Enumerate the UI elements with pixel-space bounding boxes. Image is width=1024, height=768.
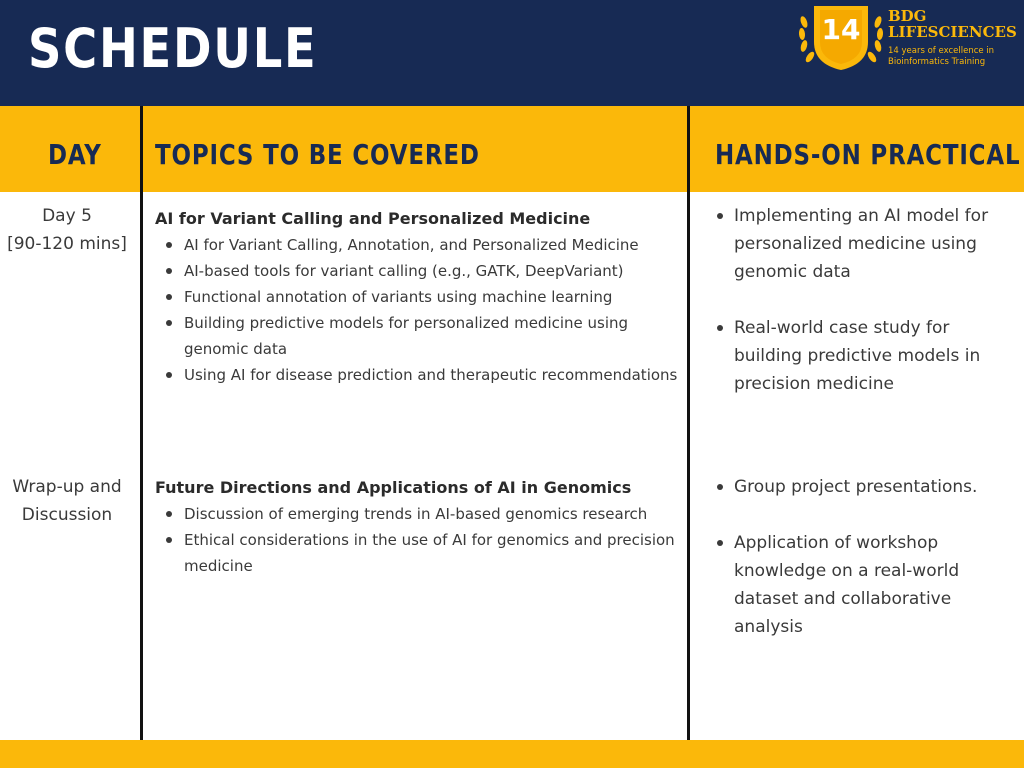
day-label-continued: Discussion [21, 505, 113, 525]
practical-item: Group project presentations. [715, 473, 1015, 501]
topic-item: Using AI for disease prediction and therapeutic recommendations [155, 362, 680, 388]
practical-item: Application of workshop knowledge on a real-world dataset and collaborative analysis [715, 529, 1015, 641]
column-header-practical: HANDS-ON PRACTICAL [715, 138, 1021, 171]
topic-item: Discussion of emerging trends in AI-based genomics research [155, 501, 680, 527]
topic-title: AI for Variant Calling and Personalized Medicine [155, 209, 591, 228]
topic-block-row-2 [155, 475, 680, 579]
topic-item: Ethical considerations in the use of AI for genomics and precision medicine [155, 527, 680, 579]
column-divider-right [687, 106, 690, 740]
topic-item: AI-based tools for variant calling (e.g., GATK, DeepVariant) [155, 258, 680, 284]
logo-tagline-line2: Bioinformatics Training [888, 57, 986, 67]
footer-bar [0, 740, 1024, 768]
topic-item: Functional annotation of variants using machine learning [155, 284, 680, 310]
topic-item: AI for Variant Calling, Annotation, and Personalized Medicine [155, 232, 680, 258]
practical-list-row-1 [715, 202, 1015, 426]
topic-title: Future Directions and Applications of AI in Genomics [155, 478, 632, 497]
brand-logo [796, 2, 1020, 72]
day-label: Wrap-up and [12, 477, 122, 497]
practical-item: Real-world case study for building predictive models in precision medicine [715, 314, 1015, 398]
logo-tagline [888, 46, 994, 68]
column-header-topics: TOPICS TO BE COVERED [155, 138, 480, 171]
logo-number: 14 [821, 13, 861, 46]
column-header-day: DAY [48, 138, 102, 171]
practical-item: Implementing an AI model for personalized medicine using genomic data [715, 202, 1015, 286]
logo-brand-line1: BDG [888, 7, 927, 25]
day-label: Day 5 [42, 206, 92, 226]
topic-list [155, 501, 680, 579]
practical-list-row-2 [715, 473, 1015, 669]
column-divider-left [140, 106, 143, 740]
topic-list [155, 232, 680, 388]
topic-item: Building predictive models for personalized medicine using genomic data [155, 310, 680, 362]
header-bar [0, 0, 1024, 106]
day-cell-row-1 [0, 202, 134, 258]
day-duration: [90-120 mins] [7, 234, 127, 254]
day-cell-row-2 [0, 473, 134, 529]
logo-tagline-line1: 14 years of excellence in [888, 46, 995, 56]
topic-block-row-1 [155, 206, 680, 388]
page-title: SCHEDULE [28, 17, 318, 80]
logo-brand-name [888, 8, 1017, 40]
logo-brand-line2: LIFESCIENCES [888, 23, 1017, 41]
